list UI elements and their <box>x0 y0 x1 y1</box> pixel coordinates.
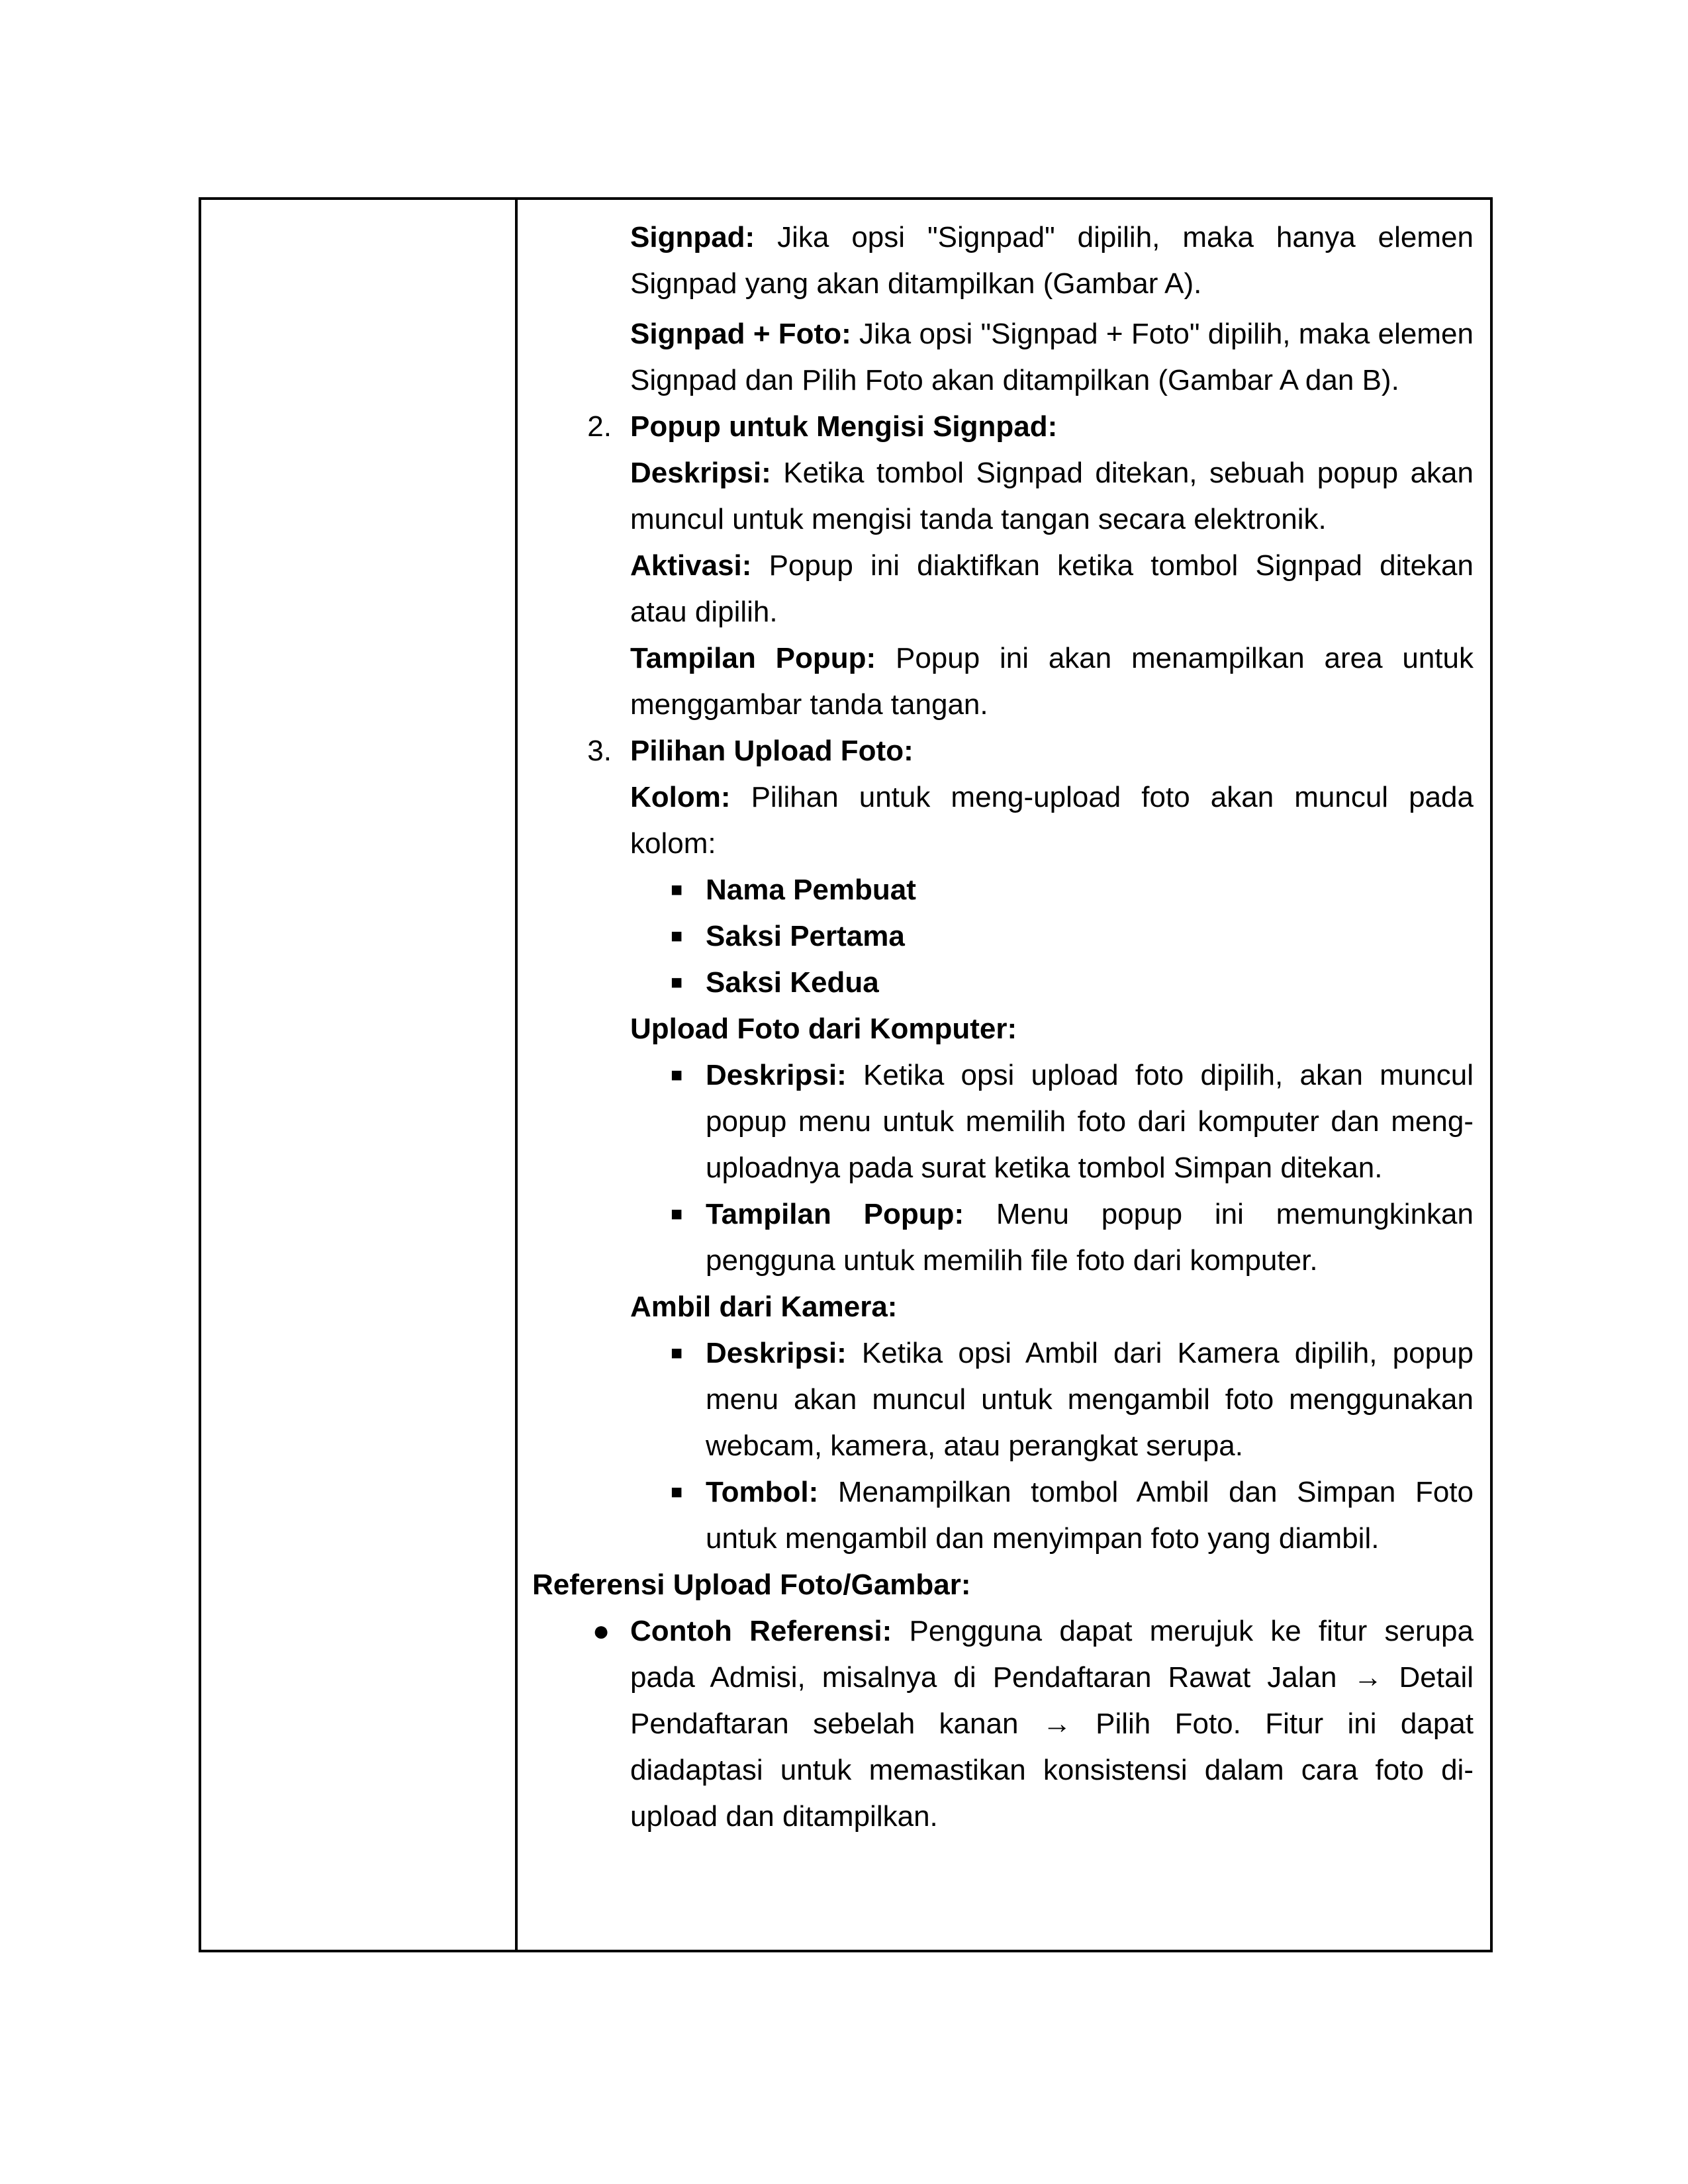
square-bullet-icon: ■ <box>670 1342 683 1364</box>
section-2-heading <box>532 404 1474 450</box>
square-bullet-icon: ■ <box>670 1064 683 1086</box>
section-3-heading <box>532 728 1474 774</box>
list-number: 2. <box>587 410 612 443</box>
list-number: 3. <box>587 735 612 767</box>
subsection-title: Ambil dari Kamera: <box>630 1291 898 1323</box>
section-title: Pilihan Upload Foto: <box>630 735 914 767</box>
table-left-cell <box>201 200 518 1950</box>
section-2-aktivasi: Aktivasi: Popup ini diaktifkan ketika tombol Signpad ditekan atau dipilih. <box>630 549 1474 628</box>
list-item: ■ Deskripsi: Ketika opsi Ambil dari Kamera dipilih, popup menu akan muncul untuk mengambil foto menggunakan webcam, kamera, atau perangkat serupa. <box>532 1330 1474 1469</box>
signpad-option: Signpad: Jika opsi "Signpad" dipilih, maka hanya elemen Signpad yang akan ditampilkan (Gambar A). <box>630 221 1474 300</box>
list-item: ■ Tombol: Menampilkan tombol Ambil dan Simpan Foto untuk mengambil dan menyimpan foto yang diambil. <box>532 1469 1474 1562</box>
section-2-deskripsi: Deskripsi: Ketika tombol Signpad ditekan, sebuah popup akan muncul untuk mengisi tanda tangan secara elektronik. <box>630 457 1474 535</box>
signpad-foto-option: Signpad + Foto: Jika opsi "Signpad + Foto" dipilih, maka elemen Signpad dan Pilih Foto akan ditampilkan (Gambar A dan B). <box>630 318 1474 396</box>
list-item: ■ Saksi Kedua <box>532 960 1474 1006</box>
section-3-kolom: Kolom: Pilihan untuk meng-upload foto akan muncul pada kolom: <box>630 781 1474 860</box>
document-table <box>199 197 1493 1952</box>
square-bullet-icon: ■ <box>670 972 683 993</box>
square-bullet-icon: ■ <box>670 1203 683 1225</box>
referensi-heading: Referensi Upload Foto/Gambar: <box>532 1569 971 1601</box>
list-item: ● Contoh Referensi: Pengguna dapat merujuk ke fitur serupa pada Admisi, misalnya di Pendaftaran Rawat Jalan → Detail Pendaftaran sebelah kanan → Pilih Foto. Fitur ini dapat diadaptasi untuk memastikan konsistensi dalam cara foto di-upload dan ditampilkan. <box>532 1608 1474 1840</box>
list-item: ■ Tampilan Popup: Menu popup ini memungkinkan pengguna untuk memilih file foto dari komputer. <box>532 1191 1474 1284</box>
section-title: Popup untuk Mengisi Signpad: <box>630 410 1058 443</box>
dot-bullet-icon: ● <box>592 1615 610 1647</box>
square-bullet-icon: ■ <box>670 1481 683 1503</box>
square-bullet-icon: ■ <box>670 879 683 901</box>
cell-content <box>532 214 1474 1840</box>
list-item: ■ Nama Pembuat <box>532 867 1474 913</box>
subsection-title: Upload Foto dari Komputer: <box>630 1013 1017 1045</box>
table-right-cell <box>518 200 1490 1950</box>
section-2-tampilan: Tampilan Popup: Popup ini akan menampilkan area untuk menggambar tanda tangan. <box>630 642 1474 721</box>
list-item: ■ Deskripsi: Ketika opsi upload foto dipilih, akan muncul popup menu untuk memilih foto dari komputer dan meng-uploadnya pada surat ketika tombol Simpan ditekan. <box>532 1052 1474 1191</box>
square-bullet-icon: ■ <box>670 925 683 947</box>
list-item: ■ Saksi Pertama <box>532 913 1474 960</box>
